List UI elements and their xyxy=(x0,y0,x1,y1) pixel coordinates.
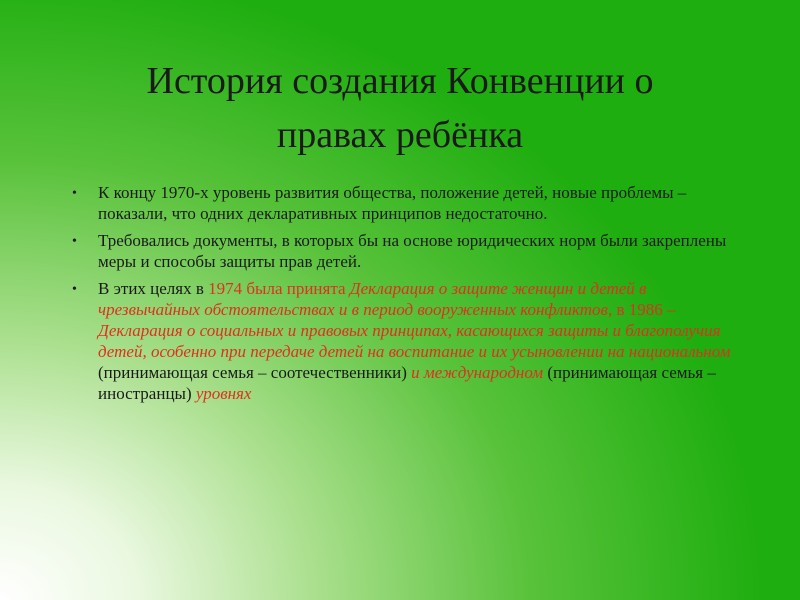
bullet-3-levels: уровнях xyxy=(195,384,252,403)
bullet-dot-icon: • xyxy=(72,234,77,249)
bullet-3-declaration-1986: Декларация о социальных и правовых принципах, касающихся защиты и благополучия детей, особенно при передаче детей на воспитание и их усыновлении на национальном xyxy=(98,321,731,361)
bullet-3-declaration-1974: Декларация о защите женщин и детей в чрезвычайных обстоятельствах и в период вооруженных конфликтов xyxy=(98,279,647,319)
bullet-dot-icon: • xyxy=(72,186,77,201)
slide-title xyxy=(60,54,740,162)
bullet-text-2: Требовались документы, в которых бы на основе юридических норм были закреплены меры и способы защиты прав детей. xyxy=(98,231,727,271)
bullet-item-1 xyxy=(72,182,732,224)
bullet-3-year-1974: 1974 была принята xyxy=(208,279,350,298)
bullet-list xyxy=(72,182,732,410)
title-line-2: правах ребёнка xyxy=(276,114,524,156)
bullet-item-2 xyxy=(72,230,732,272)
bullet-dot-icon: • xyxy=(72,282,77,297)
bullet-3-note-national: (принимающая семья – соотечественники) xyxy=(98,363,412,382)
bullet-3-note-international: (принимающая семья – иностранцы) xyxy=(98,363,716,403)
bullet-3-year-1986: , в 1986 – xyxy=(607,300,676,319)
bullet-3-international: и международном xyxy=(411,363,544,382)
title-line-1: История создания Конвенции о xyxy=(146,60,654,102)
bullet-item-3 xyxy=(72,278,732,404)
bullet-3-lead: В этих целях в xyxy=(98,279,209,298)
bullet-text-1: К концу 1970-х уровень развития общества, положение детей, новые проблемы – показали, что одних декларативных принципов недостаточно. xyxy=(98,183,687,223)
